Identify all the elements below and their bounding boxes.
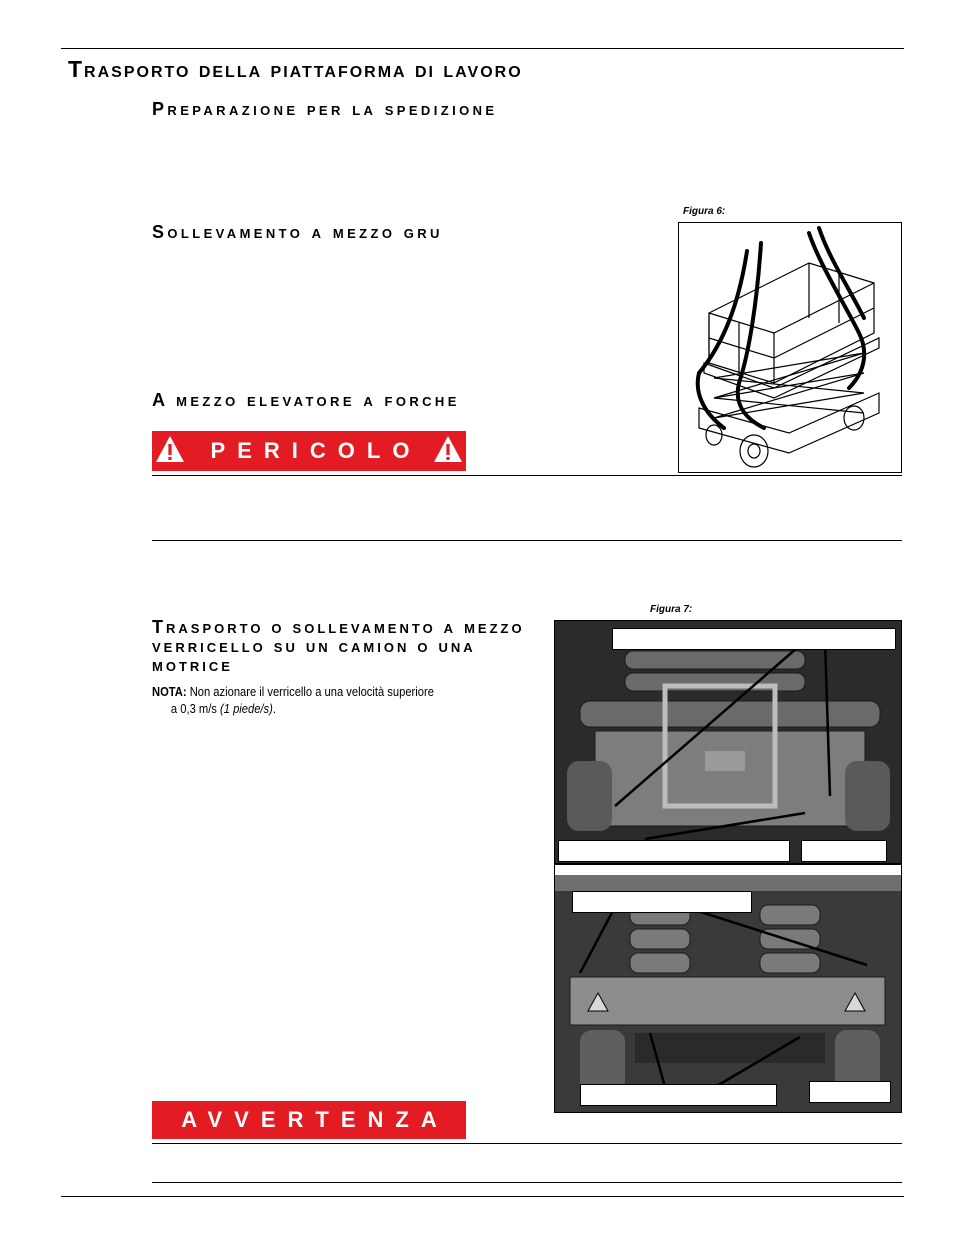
callout-box-rear-bottom-left bbox=[580, 1084, 777, 1106]
figure-6-illustration bbox=[678, 222, 902, 473]
section-shipping-prep: Preparazione per la spedizione bbox=[152, 99, 498, 119]
section-crane-lifting: Sollevamento a mezzo gru bbox=[152, 222, 443, 242]
warning-triangle-icon bbox=[155, 435, 185, 463]
callout-box-rear-top bbox=[572, 891, 752, 913]
callout-box-bottom-left bbox=[558, 840, 790, 862]
note-label: NOTA: bbox=[152, 684, 187, 699]
warning-triangle-icon-right bbox=[433, 435, 463, 463]
note-end: . bbox=[272, 701, 276, 716]
top-rule bbox=[61, 48, 904, 49]
warning-box-bottom-rule bbox=[152, 1182, 902, 1183]
note-speed-imperial: (1 piede/s) bbox=[220, 701, 273, 716]
warning-box-top-rule bbox=[152, 1143, 902, 1144]
warning-banner-text: AVVERTENZA bbox=[181, 1107, 449, 1132]
danger-banner-text: PERICOLO bbox=[210, 438, 422, 463]
figure-7-caption: Figura 7: bbox=[650, 604, 693, 615]
note-paragraph bbox=[152, 683, 479, 717]
bottom-rule bbox=[61, 1196, 904, 1197]
section-forklift: A mezzo elevatore a forche bbox=[152, 390, 460, 410]
danger-banner bbox=[152, 431, 466, 471]
lift-front-photo-drawing bbox=[555, 621, 901, 863]
page-title: Trasporto della piattaforma di lavoro bbox=[68, 56, 523, 82]
callout-box-rear-bottom-right bbox=[809, 1081, 891, 1103]
warning-banner bbox=[152, 1101, 466, 1139]
callout-box-top bbox=[612, 628, 896, 650]
note-text: Non azionare il verricello a una velocità superiore bbox=[189, 684, 434, 699]
danger-box-top-rule bbox=[152, 475, 902, 476]
figure-6-caption: Figura 6: bbox=[683, 206, 726, 217]
danger-box-bottom-rule bbox=[152, 540, 902, 541]
section-winch-transport: Trasporto o sollevamento a mezzo verricello su un camion o una motrice bbox=[152, 617, 525, 675]
note-speed: a 0,3 m/s bbox=[170, 701, 217, 716]
figure-7-photo-rear bbox=[554, 864, 902, 1113]
figure-7-photo-front bbox=[554, 620, 902, 864]
scissor-lift-crane-drawing bbox=[679, 223, 901, 472]
callout-box-bottom-right bbox=[801, 840, 887, 862]
